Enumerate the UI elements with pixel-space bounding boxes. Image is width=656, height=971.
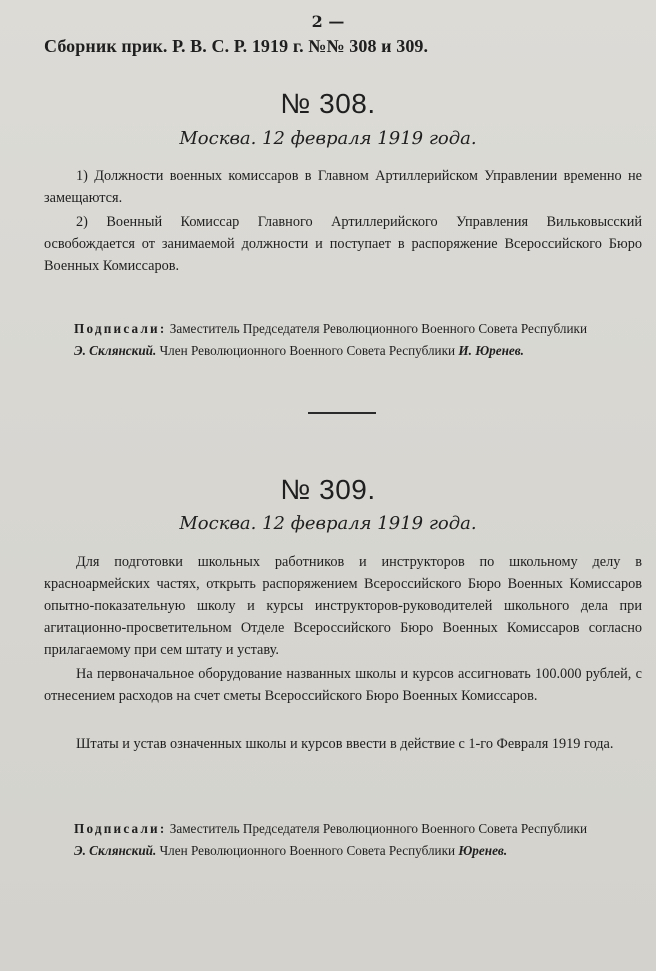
signer-1-title: Заместитель Председателя Революционного Военного Совета Республики xyxy=(169,821,587,836)
signed-label: Подписали: xyxy=(74,821,167,836)
order-309-dateline: Москва. 12 февраля 1919 года. xyxy=(179,513,477,534)
collection-header: Сборник прик. Р. В. С. Р. 1919 г. №№ 308 и 309. xyxy=(44,36,429,56)
signer-2-name: Юренев. xyxy=(458,843,508,858)
order-308-dateline: Москва. 12 февраля 1919 года. xyxy=(179,128,477,149)
order-309-paragraph-2: На первоначальное оборудование названных школы и курсов ассигновать 100.000 рублей, с отнесением расходов на счет сметы Всероссийского Бюро Военных Комиссаров. xyxy=(44,666,642,704)
order-309-paragraph-1: Для подготовки школьных работников и инструкторов по школьному делу в красноармейских частях, открыть распоряжением Всероссийского Бюро Военных Комиссаров опытно-показательную школу и курсы инструкторов-руководителей школьного дела при агитационно-просветительном Отделе Всероссийского Бюро Военных Комиссаров согласно прилагаемому при сем штату и уставу. xyxy=(44,554,642,658)
signer-1-name: Э. Склянский. xyxy=(74,343,157,358)
signer-1-name: Э. Склянский. xyxy=(74,843,157,858)
order-308-paragraph-1: 1) Должности военных комиссаров в Главном Артиллерийском Управлении временно не замещаются. xyxy=(44,168,642,206)
signer-2-title: Член Революционного Военного Совета Республики xyxy=(159,843,456,858)
signed-label: Подписали: xyxy=(74,321,167,336)
order-309-signatures xyxy=(74,818,654,862)
page-number: 2 — xyxy=(311,12,345,31)
order-308-title: № 308. xyxy=(280,88,376,119)
order-309-paragraph-3: Штаты и устав означенных школы и курсов ввести в действие с 1-го Февраля 1919 года. xyxy=(76,736,614,752)
order-308-paragraph-2: 2) Военный Комиссар Главного Артиллерийского Управления Вильковысский освобождается от занимаемой должности и поступает в распоряжение Всероссийского Бюро Военных Комиссаров. xyxy=(44,214,642,274)
section-divider xyxy=(308,412,376,414)
signer-2-title: Член Революционного Военного Совета Республики xyxy=(159,343,456,358)
signer-2-name: И. Юренев. xyxy=(458,343,524,358)
order-309-title: № 309. xyxy=(280,474,376,505)
signer-1-title: Заместитель Председателя Революционного Военного Совета Республики xyxy=(169,321,587,336)
order-308-signatures xyxy=(74,318,654,362)
